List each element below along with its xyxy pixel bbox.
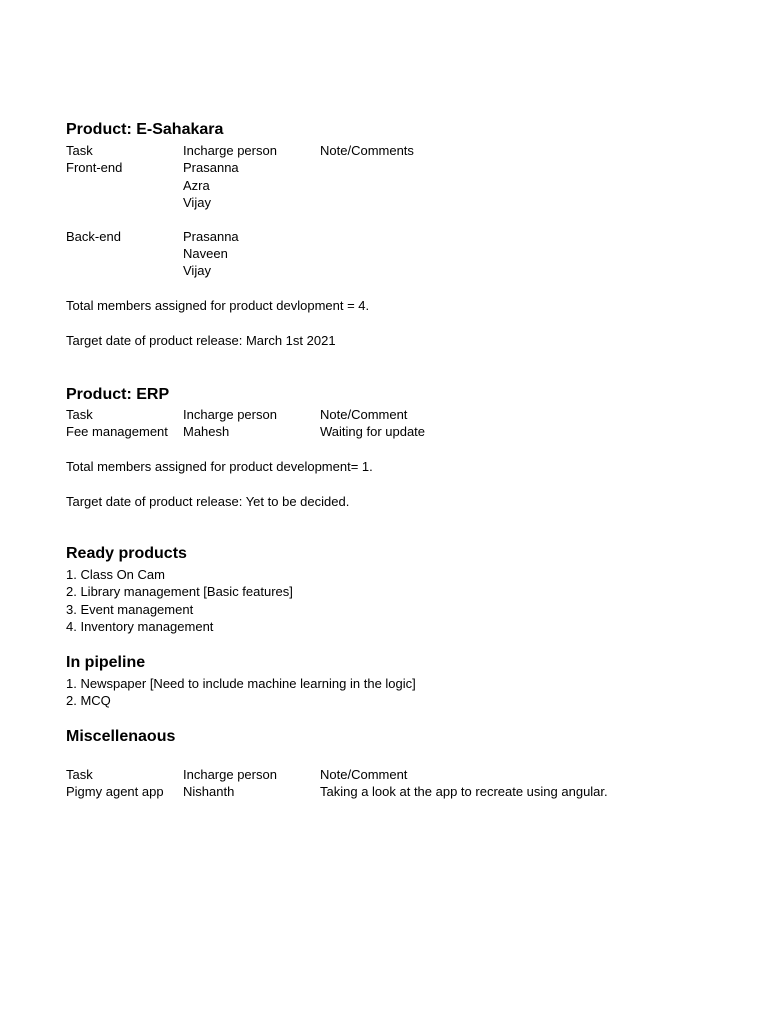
person-cell: Naveen [183,246,228,261]
section-title-ready-products: Ready products [66,545,187,562]
header-task: Task [66,767,93,782]
header-task: Task [66,407,93,422]
target-date-text: Target date of product release: Yet to be decided. [66,494,350,509]
note-cell: Waiting for update [320,424,426,439]
target-date-text: Target date of product release: March 1st 2021 [66,333,336,348]
task-cell: Fee management [66,424,168,439]
list-item: 2. MCQ [66,693,111,708]
header-incharge: Incharge person [183,143,277,158]
section-title-miscellaneous: Miscellenaous [66,728,176,745]
header-notes: Note/Comments [320,143,414,158]
list-item: 1. Newspaper [Need to include machine learning in the logic] [66,676,416,691]
person-cell: Azra [183,178,210,193]
list-item: 4. Inventory management [66,619,214,634]
list-item: 2. Library management [Basic features] [66,584,293,599]
task-cell: Front-end [66,160,123,175]
header-incharge: Incharge person [183,407,277,422]
header-notes: Note/Comment [320,407,408,422]
person-cell: Vijay [183,263,211,278]
person-cell: Vijay [183,195,211,210]
section-title-e-sahakara: Product: E-Sahakara [66,121,224,138]
section-title-erp: Product: ERP [66,386,170,403]
total-members-text: Total members assigned for product devlopment = 4. [66,298,370,313]
list-item: 1. Class On Cam [66,567,165,582]
person-cell: Prasanna [183,229,239,244]
header-incharge: Incharge person [183,767,277,782]
list-item: 3. Event management [66,602,194,617]
task-cell: Pigmy agent app [66,784,164,799]
person-cell: Prasanna [183,160,239,175]
person-cell: Nishanth [183,784,235,799]
task-cell: Back-end [66,229,121,244]
header-notes: Note/Comment [320,767,408,782]
section-title-in-pipeline: In pipeline [66,654,146,671]
total-members-text: Total members assigned for product development= 1. [66,459,373,474]
note-cell: Taking a look at the app to recreate using angular. [320,784,608,799]
header-task: Task [66,143,93,158]
person-cell: Mahesh [183,424,230,439]
